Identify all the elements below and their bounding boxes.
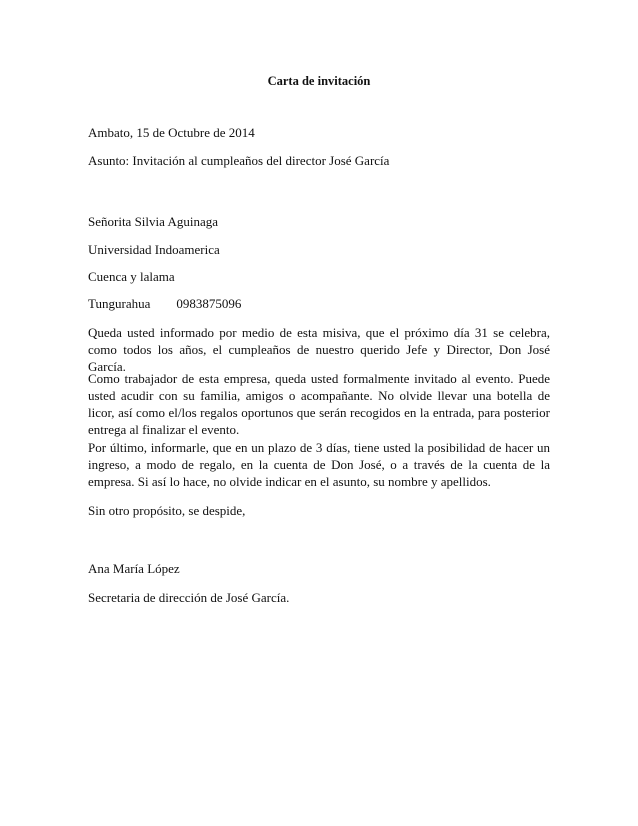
signer-title: Secretaria de dirección de José García. xyxy=(88,590,290,605)
recipient-institution: Universidad Indoamerica xyxy=(88,242,220,257)
recipient-city-phone xyxy=(88,296,241,312)
recipient-phone: 0983875096 xyxy=(176,296,242,311)
letter-title: Carta de invitación xyxy=(267,74,371,88)
recipient-name: Señorita Silvia Aguinaga xyxy=(88,214,218,229)
closing-line: Sin otro propósito, se despide, xyxy=(88,503,246,518)
body-paragraph-2: Como trabajador de esta empresa, queda usted formalmente invitado al evento. Puede usted acudir con su familia, amigos o acompañante. No olvide llevar una botella de licor, así como el/los regalos oportunos que serán recogidos en la entrada, para posterior entrega al finalizar el evento. xyxy=(88,371,550,437)
body-paragraph-1: Queda usted informado por medio de esta misiva, que el próximo día 31 se celebra, como todos los años, el cumpleaños de nuestro querido Jefe y Director, Don José García. xyxy=(88,325,550,374)
subject-line: Asunto: Invitación al cumpleaños del director José García xyxy=(88,153,390,168)
signer-name: Ana María López xyxy=(88,561,180,576)
recipient-city: Tungurahua xyxy=(88,296,151,311)
body-paragraph-3: Por último, informarle, que en un plazo de 3 días, tiene usted la posibilidad de hacer un ingreso, a modo de regalo, en la cuenta de Don José, o a través de la cuenta de la empresa. Si así lo hace, no olvide indicar en el asunto, su nombre y apellidos. xyxy=(88,440,550,489)
recipient-address: Cuenca y lalama xyxy=(88,269,175,284)
place-date: Ambato, 15 de Octubre de 2014 xyxy=(88,125,255,140)
